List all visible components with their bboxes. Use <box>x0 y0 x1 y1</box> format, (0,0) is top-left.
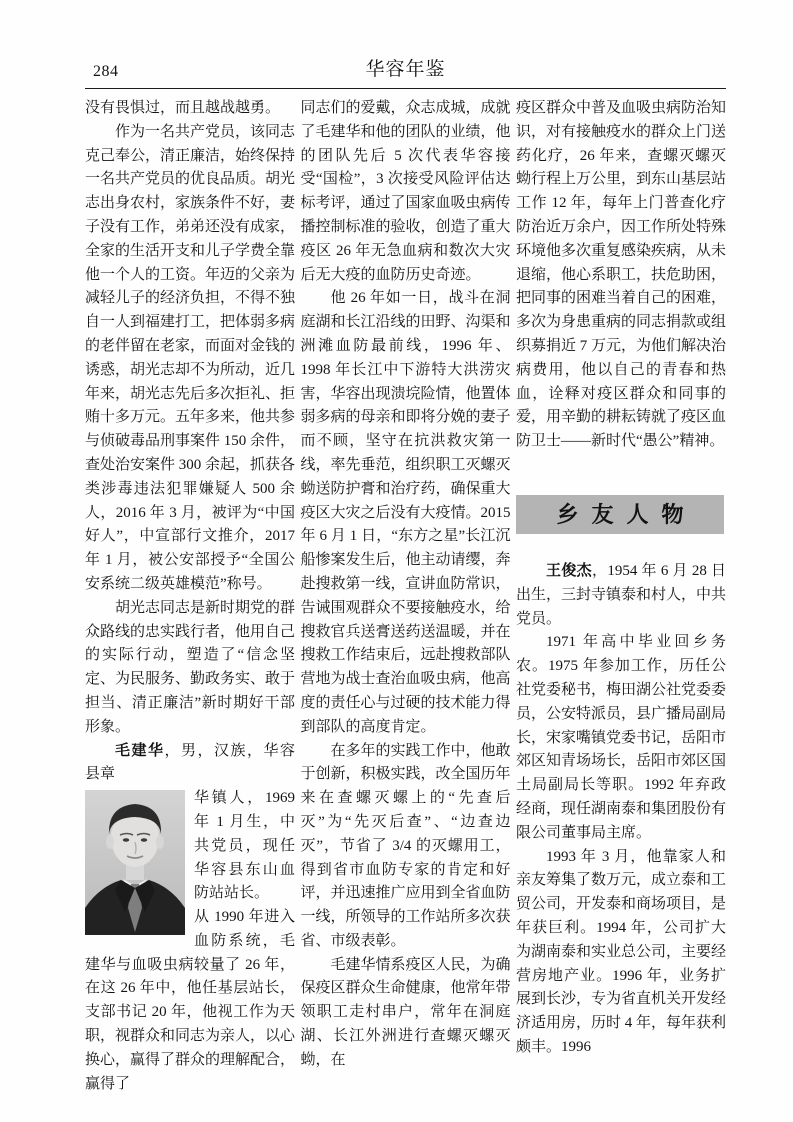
mao-intro-first: ，男，汉族，华容县章 <box>85 742 295 783</box>
paragraph-wang-career: 1971 年高中毕业回乡务农。1975 年参加工作，历任公社党委秘书，梅田湖公社党委委员，公安特派员，县广播局副局长，宋家嘴镇党委书记，岳阳市郊区知青场场长，岳阳市郊区国土局副局长等职。1992 年弃政经商，现任湖南泰和集团股份有限公司董事局主席。 <box>516 634 727 841</box>
page-header <box>85 56 726 89</box>
paragraph-mao-intro-rest: 华镇人，1969 年 1 月生，中共党员，现任华容县东山血防站站长。 <box>194 790 295 902</box>
paragraph-mao-career: 从 1990 年进入血防系统，毛建华与血吸虫病较量了 26 年，在这 26 年中，他任基层站长，支部书记 20 年，他视工作为天职，视群众和同志为亲人，以心换心，赢得了群众的理解配合，赢得了 <box>85 909 296 1092</box>
paragraph-mao-intro <box>85 740 295 788</box>
paragraph-wang-intro <box>516 560 726 631</box>
portrait-photo <box>85 790 185 935</box>
photo-text-wrap <box>85 787 295 1096</box>
paragraph-tail: 没有畏惧过，而且越战越勇。 <box>85 100 281 116</box>
paragraph-hu-party: 作为一名共产党员，该同志克己奉公，清正廉洁，始终保持一名共产党员的优良品质。胡光志出身农村，家族条件不好，妻子没有工作，弟弟还没有成家，全家的生活开支和儿子学费全靠他一个人的工资。年迈的父亲为减轻儿子的经济负担，不得不独自一人到福建打工，把体弱多病的老伴留在老家，而面对金钱的诱惑，胡光志却不为所动，近几年来，胡光志先后多次拒礼、拒贿十多万元。五年多来，他共参与侦破毒品刑事案件 150 余件，查处治安案件 300 余起，抓获各类涉毒违法犯罪嫌疑人 500 余人，2016 年 3 月，被评为“中国好人”，中宣部行文推介，2017 年 1 月，被公安部授予“全国公安系统二级英雄模范”称号。 <box>85 123 296 592</box>
paragraph-mao-flood: 他 26 年如一日，战斗在洞庭湖和长江沿线的田野、沟渠和洲滩血防最前线，1996 年、1998 年长江中下游特大洪涝灾害，华容出现溃垸险情，他置体弱多病的母亲和即将分娩的妻子而不顾，坚守在抗洪救灾第一线，率先垂范，组织职工灭螺灭蚴送防护膏和治疗药，确保重大疫区大灾之后没有大疫情。2015 年 6 月 1 日，“东方之星”长江沉船惨案发生后，他主动请缨，奔赴搜救第一线，宣讲血防常识，告诫围观群众不要接触疫水，给搜救官兵送膏送药送温暖，并在搜救工作结束后，远赴搜救部队营地为战士查治血吸虫病，他高度的责任心与过硬的技术能力得到部队的高度肯定。 <box>300 290 511 735</box>
paragraph-mao-career-cont: 同志们的爱戴，众志成城，成就了毛建华和他的团队的业绩，他的团队先后 5 次代表华容接受“国检”，3 次接受风险评估达标考评，通过了国家血吸虫病传播控制标准的验收，创造了重大疫区 26 年无急血病和数次大灾后无大疫的血防历史奇迹。 <box>300 100 511 283</box>
portrait-illustration <box>85 790 185 935</box>
page-body <box>85 97 727 1092</box>
person-name-mao: 毛建华 <box>115 742 165 759</box>
person-name-wang: 王俊杰 <box>546 562 593 579</box>
column-3 <box>516 97 727 1055</box>
paragraph-wang-business: 1993 年 3 月，他靠家人和亲友筹集了数万元，成立泰和工贸公司，开发泰和商场项目，是年获巨利。1994 年，公司扩大为湖南泰和实业总公司，主要经营房地产业。1996 年，业务扩展到长沙，专为省直机关开发经济适用房，历时 4 年，每年获利颇丰。1996 <box>516 848 727 1055</box>
wang-intro-text: ，1954 年 6 月 28 日出生，三封寺镇泰和村人，中共党员。 <box>516 562 727 627</box>
book-title: 华容年鉴 <box>365 59 446 80</box>
paragraph-mao-people: 毛建华情系疫区人民，为确保疫区群众生命健康，他常年带领职工走村串户，常年在洞庭湖、长江外洲进行查螺灭螺灭蚴，在 <box>300 956 511 1068</box>
page-number: 284 <box>93 63 119 80</box>
paragraph-hu-summary: 胡光志同志是新时期党的群众路线的忠实践行者，他用自己的实际行动，塑造了“信念坚定、为民服务、勤政务实、敢于担当、清正廉洁”新时期好干部形象。 <box>85 599 296 735</box>
section-title: 乡友人物 <box>556 501 697 527</box>
paragraph-mao-people-cont: 疫区群众中普及血吸虫病防治知识，对有接触疫水的群众上门送药化疗，26 年来，查螺灭螺灭蚴行程上万公里，到东山基层站工作 12 年，每年上门普查化疗防治近万余户，因工作所处特殊环境他多次重复感染疾病，从未退缩，他心系职工，扶危助困，把同事的困难当着自己的困难，多次为身患重病的同志捐款或组织募捐近 7 万元，为他们解决治病费用，他以自己的青春和热血，诠释对疫区群众和同事的爱，用辛勤的耕耘铸就了疫区血防卫士——新时代“愚公”精神。 <box>516 100 727 450</box>
column-1 <box>85 97 296 1092</box>
paragraph-mao-innovation: 在多年的实践工作中，他敢于创新，积极实践，改全国历年来在查螺灭螺上的“先查后灭”为“先灭后查”、“边查边灭”，节省了 3/4 的灭螺用工，得到省市血防专家的肯定和好评，并迅速推广应用到全省血防一线，所领导的工作站所多次获省、市级表彰。 <box>300 742 511 949</box>
section-header-box <box>516 495 724 534</box>
column-2 <box>300 97 511 1068</box>
